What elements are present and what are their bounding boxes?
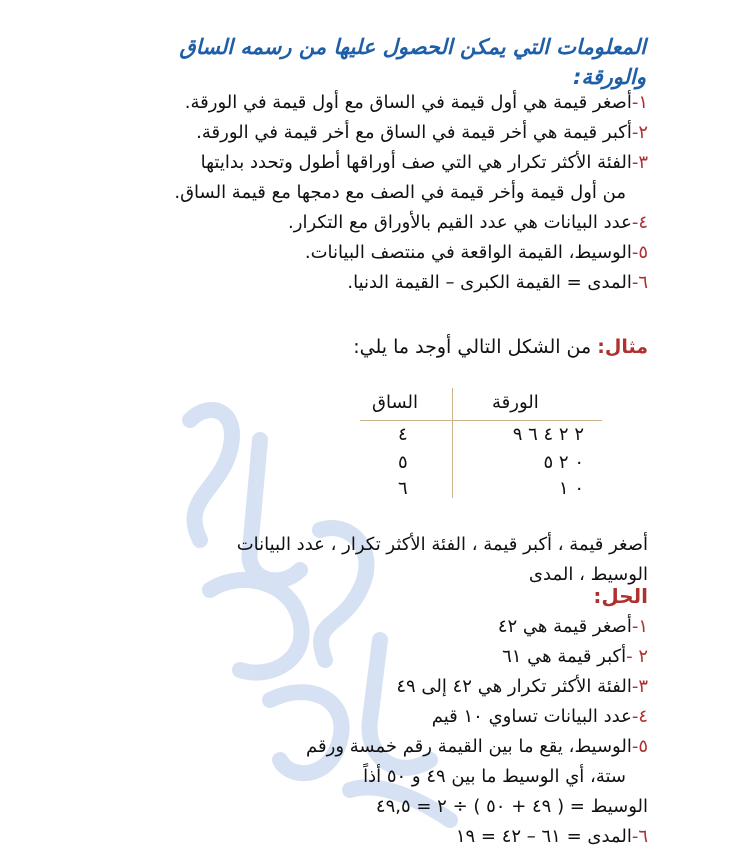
stem-value: ٤	[398, 424, 408, 445]
item-number: ٣-	[631, 152, 648, 173]
item-text: عدد البيانات تساوي ١٠ قيم	[431, 706, 632, 727]
list-item	[48, 208, 648, 238]
item-number: ٢-	[631, 122, 648, 143]
table-divider-vertical	[452, 388, 453, 498]
stem-leaf-table	[360, 388, 610, 508]
item-text: أكبر قيمة هي أخر قيمة في الساق مع أخر قيمة في الورقة.	[196, 122, 632, 143]
question-text	[128, 530, 648, 590]
leaf-values: ٠ ١	[558, 478, 584, 499]
item-text: الفئة الأكثر تكرار هي ٤٢ إلى ٤٩	[396, 676, 632, 697]
item-text: الوسيط، يقع ما بين القيمة رقم خمسة ورقم	[306, 736, 632, 757]
list-item	[48, 88, 648, 118]
info-list	[48, 88, 648, 298]
list-item	[128, 642, 648, 672]
question-line: أصغر قيمة ، أكبر قيمة ، الفئة الأكثر تكرار ، عدد البيانات	[236, 534, 648, 555]
watermark-text: احمد صالح الديني	[150, 380, 158, 381]
leaf-header: الورقة	[492, 392, 539, 413]
list-item	[128, 762, 648, 792]
list-item	[128, 672, 648, 702]
item-number: ٥-	[631, 736, 648, 757]
item-text: عدد البيانات هي عدد القيم بالأوراق مع التكرار.	[288, 212, 632, 233]
item-text: الوسيط = ( ٤٩ + ٥٠ ) ÷ ٢ = ٤٩,٥	[375, 796, 648, 817]
solution-label: الحل:	[593, 584, 648, 608]
stem-header: الساق	[372, 392, 418, 413]
leaf-values: ٠ ٢ ٥	[543, 452, 584, 473]
example-text: من الشكل التالي أوجد ما يلي:	[353, 336, 592, 358]
list-item	[128, 822, 648, 852]
section-heading: المعلومات التي يمكن الحصول عليها من رسمه الساق والورقة:	[179, 35, 646, 89]
list-item	[48, 268, 648, 298]
solution-list	[128, 612, 648, 852]
item-number: ١-	[631, 92, 648, 113]
item-text: الوسيط، القيمة الواقعة في منتصف البيانات.	[304, 242, 632, 263]
item-number: ٥-	[631, 242, 648, 263]
list-item	[128, 792, 648, 822]
item-text: من أول قيمة وأخر قيمة في الصف مع دمجها مع قيمة الساق.	[174, 182, 626, 203]
list-item	[128, 702, 648, 732]
example-label: مثال:	[597, 336, 648, 358]
item-number: ١-	[631, 616, 648, 637]
item-number: ٤-	[631, 212, 648, 233]
item-text: أصغر قيمة هي ٤٢	[497, 616, 632, 637]
item-number: ٤-	[631, 706, 648, 727]
table-divider-horizontal	[360, 420, 602, 421]
item-text: المدى = القيمة الكبرى – القيمة الدنيا.	[347, 272, 632, 293]
item-text: الفئة الأكثر تكرار هي التي صف أوراقها أطول وتحدد بدايتها	[200, 152, 632, 173]
item-number: ٦-	[631, 826, 648, 847]
list-item	[48, 148, 648, 178]
list-item	[48, 238, 648, 268]
list-item	[128, 732, 648, 762]
example-line	[353, 336, 648, 358]
item-text: ستة، أي الوسيط ما بين ٤٩ و ٥٠ أذاً	[363, 766, 626, 787]
list-item	[48, 118, 648, 148]
item-text: أكبر قيمة هي ٦١	[502, 646, 627, 667]
item-text: أصغر قيمة هي أول قيمة في الساق مع أول قيمة في الورقة.	[184, 92, 632, 113]
list-item	[48, 178, 648, 208]
item-number: ٦-	[631, 272, 648, 293]
stem-value: ٦	[398, 478, 408, 499]
item-number: ٢ -	[626, 646, 648, 667]
item-text: المدى = ٦١ – ٤٢ = ١٩	[455, 826, 632, 847]
leaf-values: ٢ ٢ ٤ ٦ ٩	[512, 424, 584, 445]
stem-value: ٥	[398, 452, 408, 473]
item-number: ٣-	[631, 676, 648, 697]
list-item	[128, 612, 648, 642]
question-line: الوسيط ، المدى	[528, 564, 648, 585]
